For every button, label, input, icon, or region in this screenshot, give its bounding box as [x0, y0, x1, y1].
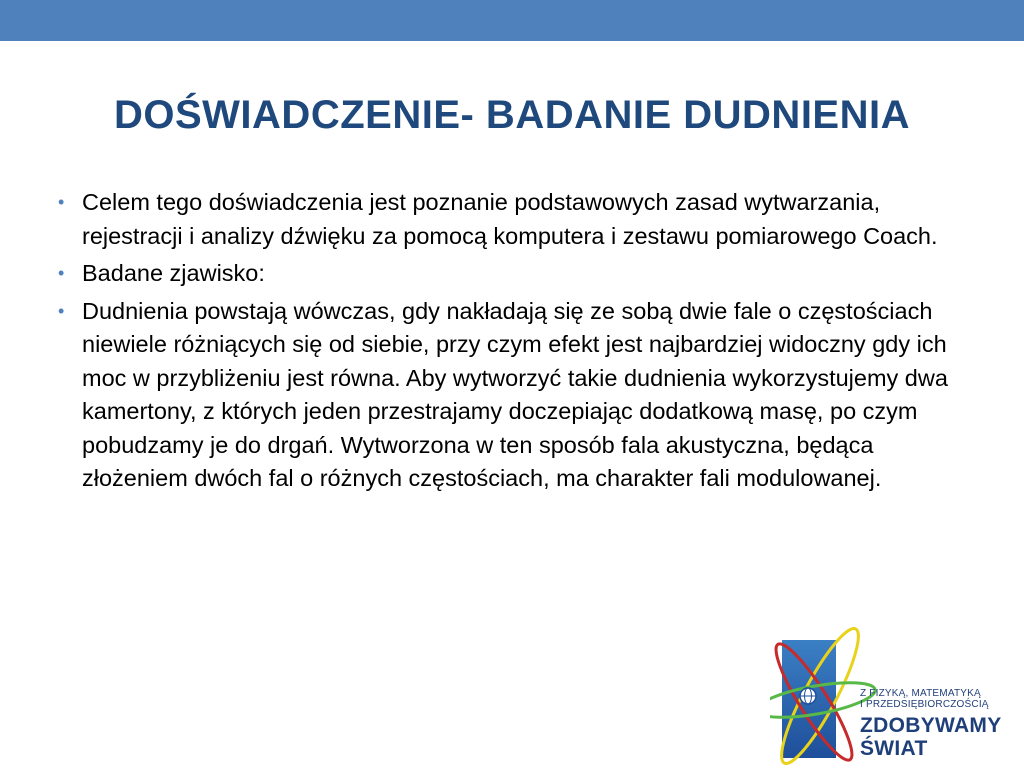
logo-line-3: ZDOBYWAMY	[860, 714, 1002, 737]
bullet-item-goal	[56, 186, 956, 253]
logo-line-1: Z FIZYKĄ, MATEMATYKĄ	[860, 688, 981, 699]
logo-line-2: I PRZEDSIĘBIORCZOŚCIĄ	[860, 699, 989, 710]
bullet-icon: •	[58, 192, 65, 212]
top-accent-bar	[0, 0, 1024, 41]
bullet-icon: •	[58, 300, 65, 321]
bullet-item-phenomenon	[56, 257, 956, 291]
bullet-list	[56, 186, 956, 500]
bullet-text: Dudnienia powstają wówczas, gdy nakładają się ze sobą dwie fale o częstościach niewiele różniących się od siebie, przy czym efekt jest najbardziej widoczny gdy ich moc w przybliżeniu jest równa. Aby wytworzyć takie dudnienia wykorzystujemy dwa kamertony, z których jeden przestrajamy doczepiając dodatkową masę, po czym pobudzamy je do drgań. Wytworzona w ten sposób fala akustyczna, będąca złożeniem dwóch fal o różnych częstościach, ma charakter fali modulowanej.	[82, 297, 948, 491]
bullet-text: Celem tego doświadczenia jest poznanie podstawowych zasad wytwarzania, rejestracji i analizy dźwięku za pomocą komputera i zestawu pomiarowego Coach.	[82, 189, 938, 249]
bullet-text: Badane zjawisko:	[82, 260, 265, 286]
bullet-icon: •	[58, 263, 65, 283]
bullet-item-description	[56, 295, 956, 496]
slide-title: DOŚWIADCZENIE- BADANIE DUDNIENIA	[114, 93, 910, 137]
logo-line-4: ŚWIAT	[860, 737, 928, 760]
logo-caption	[860, 688, 1024, 760]
